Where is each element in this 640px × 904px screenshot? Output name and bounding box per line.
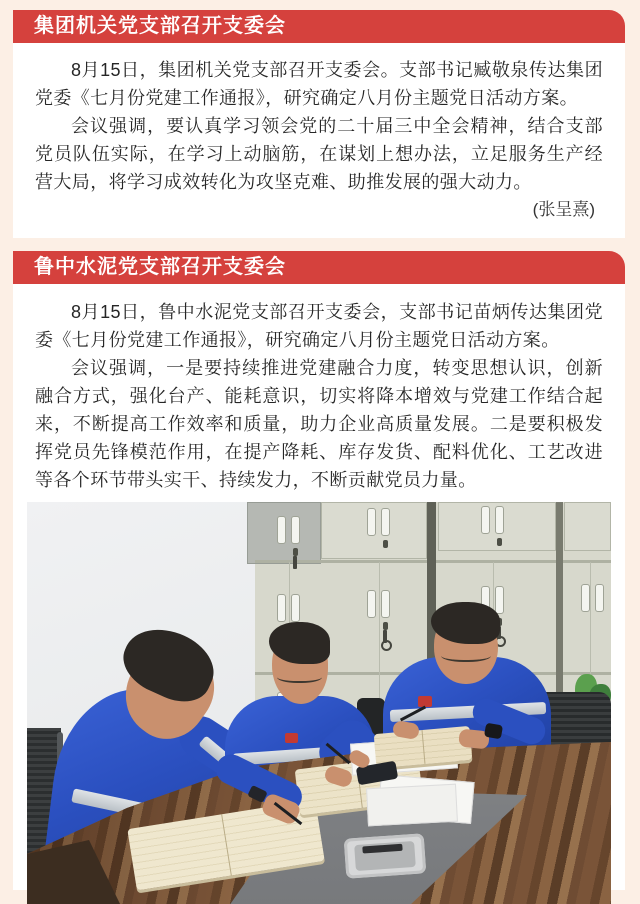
locker-handle	[381, 590, 390, 618]
glasses	[277, 670, 322, 683]
locker-handle	[595, 584, 604, 612]
meeting-photo[interactable]	[27, 502, 611, 904]
section-1-byline: (张呈熹)	[532, 200, 595, 219]
locker-handle	[581, 584, 590, 612]
section-2-paragraph-1: 8月15日，鲁中水泥党支部召开支委会，支部书记苗炳传达集团党委《七月份党建工作通报》，研究确定八月份主题党日活动方案。	[35, 302, 603, 350]
paper-sheet	[366, 784, 458, 827]
locker-handle	[291, 594, 300, 622]
section-1-paragraph-1: 8月15日，集团机关党支部召开支委会。支部书记臧敬泉传达集团党委《七月份党建工作通报》，研究确定八月份主题党日活动方案。	[35, 60, 603, 108]
section-1-banner-title: 集团机关党支部召开支委会	[34, 15, 286, 37]
locker-key	[293, 556, 297, 569]
section-2-banner	[13, 251, 625, 284]
section-2-card	[13, 284, 625, 890]
locker-handle	[367, 508, 376, 536]
locker-key-ring	[381, 640, 392, 651]
section-2-paragraph-2: 会议强调，一是要持续推进党建融合力度，转变思想认识，创新融合方式，强化台产、能耗意识，切实将降本增效与党建工作结合起来，不断提高工作效率和质量，助力企业高质量发展。二是要积极发挥党员先锋模范作用，在提产降耗、库存发货、配料优化、工艺改进等各个环节带头实干、持续发力，不断贡献党员力量。	[35, 358, 603, 490]
wristwatch	[484, 723, 503, 740]
locker-handle	[277, 516, 286, 544]
locker-keyhole	[497, 538, 502, 546]
locker-handle	[495, 506, 504, 534]
section-1-banner	[13, 10, 625, 43]
locker-top-box	[564, 502, 611, 551]
section-2-banner-title: 鲁中水泥党支部召开支委会	[34, 256, 286, 278]
table-power-module	[344, 833, 427, 878]
locker-handle	[367, 590, 376, 618]
locker-keyhole	[383, 540, 388, 548]
locker-handle	[291, 516, 300, 544]
section-1-card	[13, 43, 625, 238]
locker-handle	[381, 508, 390, 536]
section-1-paragraph-2: 会议强调，要认真学习领会党的二十届三中全会精神，结合支部党员队伍实际，在学习上动脑筋，在谋划上想办法，立足服务生产经营大局，将学习成效转化为攻坚克难、助推发展的强大动力。	[35, 116, 603, 192]
locker-keyhole	[383, 622, 388, 630]
locker-handle	[495, 586, 504, 614]
locker-handle	[277, 594, 286, 622]
locker-keyhole	[293, 548, 298, 556]
logo-patch	[285, 733, 298, 743]
notebook-crease	[221, 814, 232, 875]
locker-handle	[481, 506, 490, 534]
glasses	[441, 648, 491, 662]
notebook-crease	[422, 730, 426, 764]
